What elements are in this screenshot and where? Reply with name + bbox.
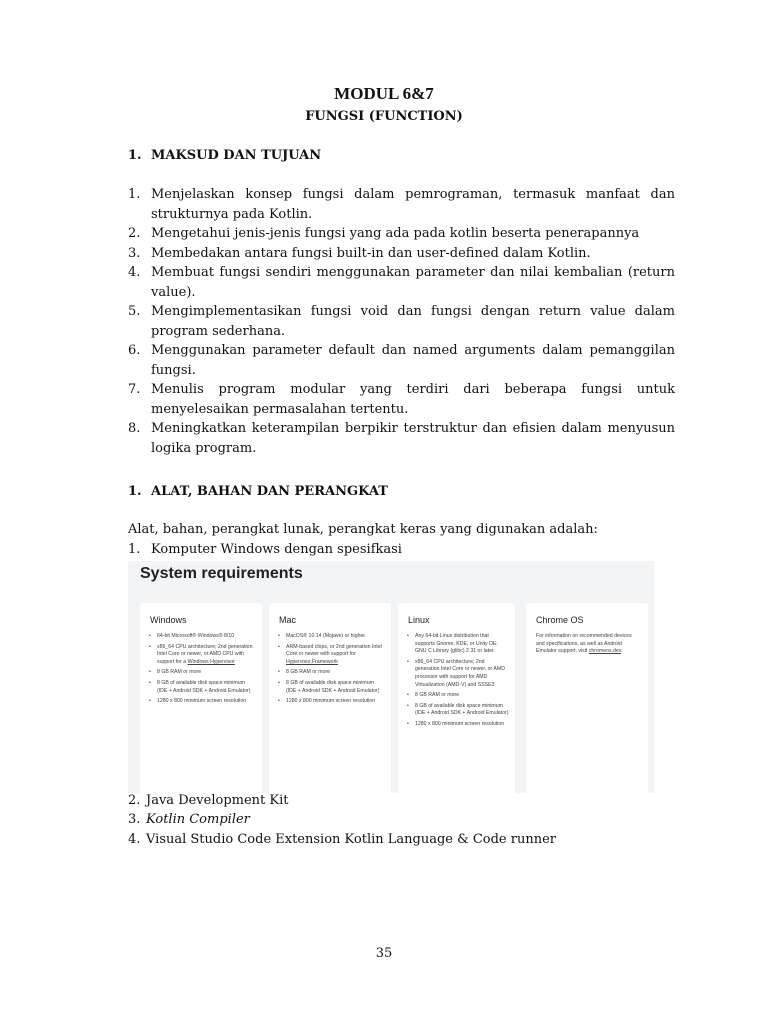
card-title: Linux	[408, 615, 430, 625]
list-item: • 8 GB of available disk space minimum (IDE + Android SDK + Android Emulator)	[277, 680, 385, 695]
item-text: Mengetahui jenis-jenis fungsi yang ada pada kotlin beserta penerapannya	[151, 226, 640, 241]
list-item	[148, 644, 256, 667]
section-number: 1.	[128, 148, 142, 163]
item-text: Membuat fungsi sendiri menggunakan parameter dan nilai kembalian (return value).	[151, 265, 675, 300]
item-number: 5.	[128, 304, 141, 319]
list-item: • 1280 x 800 minimum screen resolution	[148, 698, 256, 706]
item-text: Kotlin Compiler	[146, 812, 250, 827]
card-title: Windows	[150, 615, 187, 625]
hypervisor-framework-link[interactable]: Hypervisor.Framework	[286, 658, 338, 665]
page-number: 35	[375, 946, 393, 961]
item-number: 2.	[128, 793, 141, 808]
item-number: 2.	[128, 226, 141, 241]
item-number: 4.	[128, 265, 141, 280]
sysreq-title: System requirements	[140, 565, 303, 582]
item-number: 8.	[128, 421, 141, 436]
sysreq-card-windows	[140, 603, 262, 793]
tool-item-kotlin-compiler	[128, 812, 250, 827]
item-text: Menjelaskan konsep fungsi dalam pemrograman, termasuk manfaat dan strukturnya pada Kotlin.	[151, 187, 675, 222]
item-number: 1.	[128, 187, 141, 202]
card-title: Chrome OS	[536, 615, 584, 625]
item-text: Meningkatkan keterampilan berpikir terstruktur dan efisien dalam menyusun logika program.	[151, 421, 675, 456]
item-number: 6.	[128, 343, 141, 358]
list-item: • 1280 x 800 minimum screen resolution	[406, 721, 509, 729]
chromeos-dev-link[interactable]: chromeos.dev	[588, 648, 621, 655]
requirements-list	[406, 633, 515, 732]
item-text: Menulis program modular yang terdiri dari beberapa fungsi untuk menyelesaikan permasalahan tertentu.	[151, 382, 675, 417]
item-text: Menggunakan parameter default dan named arguments dalam pemanggilan fungsi.	[151, 343, 675, 378]
item-text: ARM-based chips, or 2nd generation Intel Core or newer with support for	[286, 643, 382, 658]
section-number: 1.	[128, 484, 142, 499]
sysreq-card-chromeos	[526, 603, 648, 793]
sysreq-card-linux	[398, 603, 515, 793]
tool-item-vscode	[128, 832, 556, 847]
list-item	[128, 419, 675, 458]
list-item	[128, 263, 675, 302]
list-item: • 8 GB RAM or more	[277, 669, 385, 677]
tool-item-computer	[128, 542, 402, 557]
section-title: ALAT, BAHAN DAN PERANGKAT	[151, 484, 388, 499]
list-item	[128, 302, 675, 341]
list-item	[277, 644, 385, 667]
item-number: 3.	[128, 245, 141, 261]
item-number: 3.	[128, 812, 141, 827]
item-text: Mengimplementasikan fungsi void dan fungsi dengan return value dalam program sederhana.	[151, 304, 675, 339]
section-title: MAKSUD DAN TUJUAN	[151, 148, 322, 163]
module-title: MODUL 6&7	[334, 84, 434, 103]
item-number: 1.	[128, 542, 141, 557]
item-text: Java Development Kit	[146, 793, 289, 808]
sysreq-card-mac	[269, 603, 391, 793]
list-item: • 1280 x 800 minimum screen resolution	[277, 698, 385, 706]
list-item: • Any 64-bit Linux distribution that supports Gnome, KDE, or Unity DE; GNU C Library (glibc) 2.31 or later.	[406, 633, 509, 656]
list-item: • MacOS® 10.14 (Mojave) or higher	[277, 633, 385, 641]
item-text: x86_64 CPU architecture; 2nd generation Intel Core or newer, or AMD CPU with support for a	[157, 643, 253, 665]
system-requirements-image	[128, 561, 654, 793]
item-text: Komputer Windows dengan spesifkasi	[151, 542, 402, 557]
requirements-list	[277, 633, 391, 709]
item-number: 7.	[128, 382, 141, 397]
windows-hypervisor-link[interactable]: Windows Hypervisor	[187, 658, 235, 665]
item-text: Visual Studio Code Extension Kotlin Language & Code runner	[146, 832, 556, 847]
list-item	[128, 224, 675, 244]
list-item	[128, 341, 675, 380]
section-heading-tools	[128, 484, 388, 499]
list-item	[128, 244, 675, 264]
card-title: Mac	[279, 615, 297, 625]
item-number: 4.	[128, 832, 141, 847]
section-heading-objectives	[128, 148, 321, 163]
list-item: • 8 GB of available disk space minimum (IDE + Android SDK + Android Emulator)	[406, 703, 509, 718]
card-description: For information on recommended devices and specifications, as well as Android Emulator support, visit chromeos.dev.	[536, 633, 632, 655]
list-item: • 8 GB of available disk space minimum (IDE + Android SDK + Android Emulator)	[148, 680, 256, 695]
tools-intro: Alat, bahan, perangkat lunak, perangkat keras yang digunakan adalah:	[128, 522, 598, 537]
list-item: • 8 GB RAM or more	[148, 669, 256, 677]
list-item: • 64-bit Microsoft® Windows® 8/10	[148, 633, 256, 641]
tool-item-jdk	[128, 793, 289, 808]
item-text: Membedakan antara fungsi built-in dan user-defined dalam Kotlin.	[151, 245, 591, 261]
objectives-list	[128, 185, 675, 458]
module-subtitle: FUNGSI (FUNCTION)	[305, 109, 463, 124]
requirements-list	[148, 633, 262, 709]
list-item: • 8 GB RAM or more	[406, 692, 509, 700]
list-item	[128, 185, 675, 224]
list-item: • x86_64 CPU architecture; 2nd generation Intel Core or newer, or AMD processor with support for AMD Virtualization (AMD-V) and SSSE3	[406, 659, 509, 689]
item-text: For information on recommended devices and specifications, as well as Android Emulator support, visit	[536, 633, 632, 655]
list-item	[128, 380, 675, 419]
